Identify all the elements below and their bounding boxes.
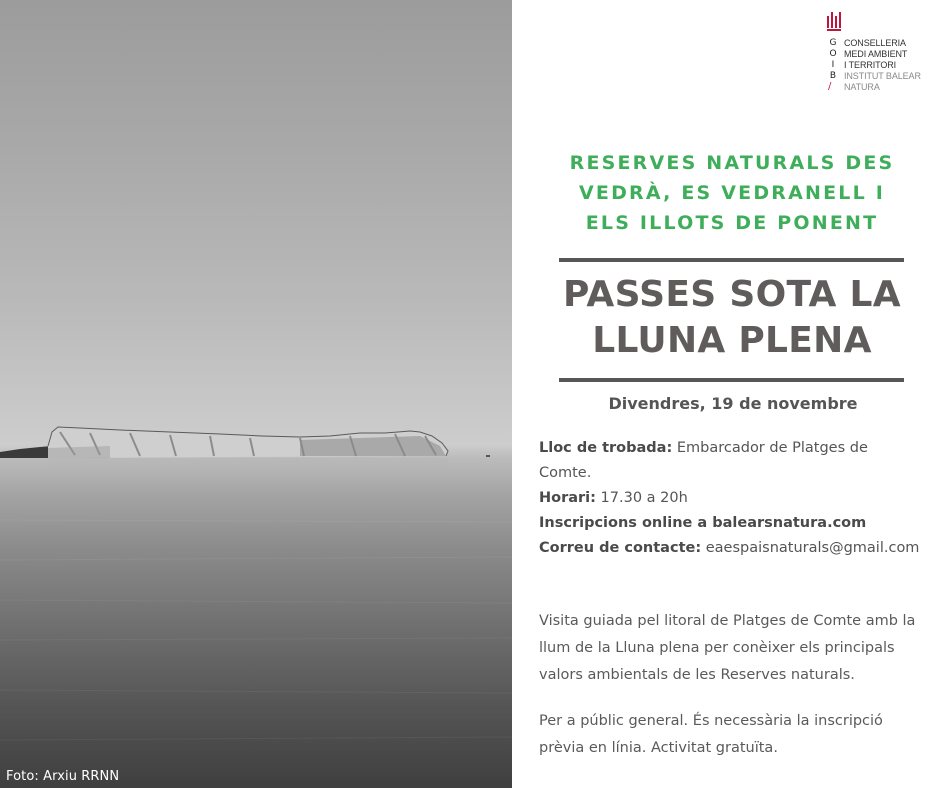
event-title-line: LLUNA PLENA xyxy=(592,320,872,361)
reserve-heading xyxy=(548,148,916,238)
photo-credit: Foto: Arxiu RRNN xyxy=(6,769,120,784)
event-title xyxy=(548,272,916,364)
schedule-label: Horari: xyxy=(539,490,596,506)
audience-paragraph: Per a públic general. És necessària la inscripció prèvia en línia. Activitat gratuïta. xyxy=(539,713,883,756)
reserve-heading-line: VEDRÀ, ES VEDRANELL I xyxy=(578,182,886,204)
registration-text[interactable]: Inscripcions online a balearsnatura.com xyxy=(539,515,867,531)
logo-letter: B xyxy=(829,71,837,81)
coat-of-arms-icon xyxy=(827,12,841,32)
schedule xyxy=(539,486,929,511)
schedule-value: 17.30 a 20h xyxy=(595,490,688,506)
meeting-point-label: Lloc de trobada: xyxy=(539,440,673,456)
contact-email xyxy=(539,536,929,561)
meeting-point-value: Embarcador de Platges de xyxy=(672,440,868,456)
logo-letter: O xyxy=(829,49,837,59)
contact-email-value[interactable]: eaespaisnaturals@gmail.com xyxy=(701,540,920,556)
goib-letters xyxy=(828,38,838,82)
description-paragraph: Visita guiada pel litoral de Platges de Comte amb la llum de la Lluna plena per conèixer els principals valors ambientals de les Reserves naturals. xyxy=(539,613,916,683)
logo-slash: / xyxy=(828,81,832,92)
logo-letter: I xyxy=(831,60,835,70)
title-divider-top xyxy=(559,258,904,262)
title-divider-bottom xyxy=(559,378,904,382)
event-date: Divendres, 19 de novembre xyxy=(608,394,858,413)
reserve-heading-line: ELS ILLOTS DE PONENT xyxy=(585,212,879,234)
reserve-heading-line: RESERVES NATURALS DES xyxy=(569,152,895,174)
contact-email-label: Correu de contacte: xyxy=(539,540,702,556)
event-title-line: PASSES SOTA LA xyxy=(563,274,901,315)
logo-line: MEDI AMBIENT xyxy=(844,49,908,59)
logo-text xyxy=(844,38,928,93)
meeting-point-continued: Comte. xyxy=(539,465,592,481)
logo-line: I TERRITORI xyxy=(844,60,897,70)
logo-line: CONSELLERIA xyxy=(844,38,906,48)
logo-line: NATURA xyxy=(844,82,880,92)
logo-letter: G xyxy=(829,38,837,48)
event-info xyxy=(539,436,929,561)
meeting-point xyxy=(539,436,929,461)
registration-link[interactable] xyxy=(539,511,929,536)
goib-logo xyxy=(826,12,926,96)
logo-line: INSTITUT BALEAR xyxy=(844,71,921,81)
